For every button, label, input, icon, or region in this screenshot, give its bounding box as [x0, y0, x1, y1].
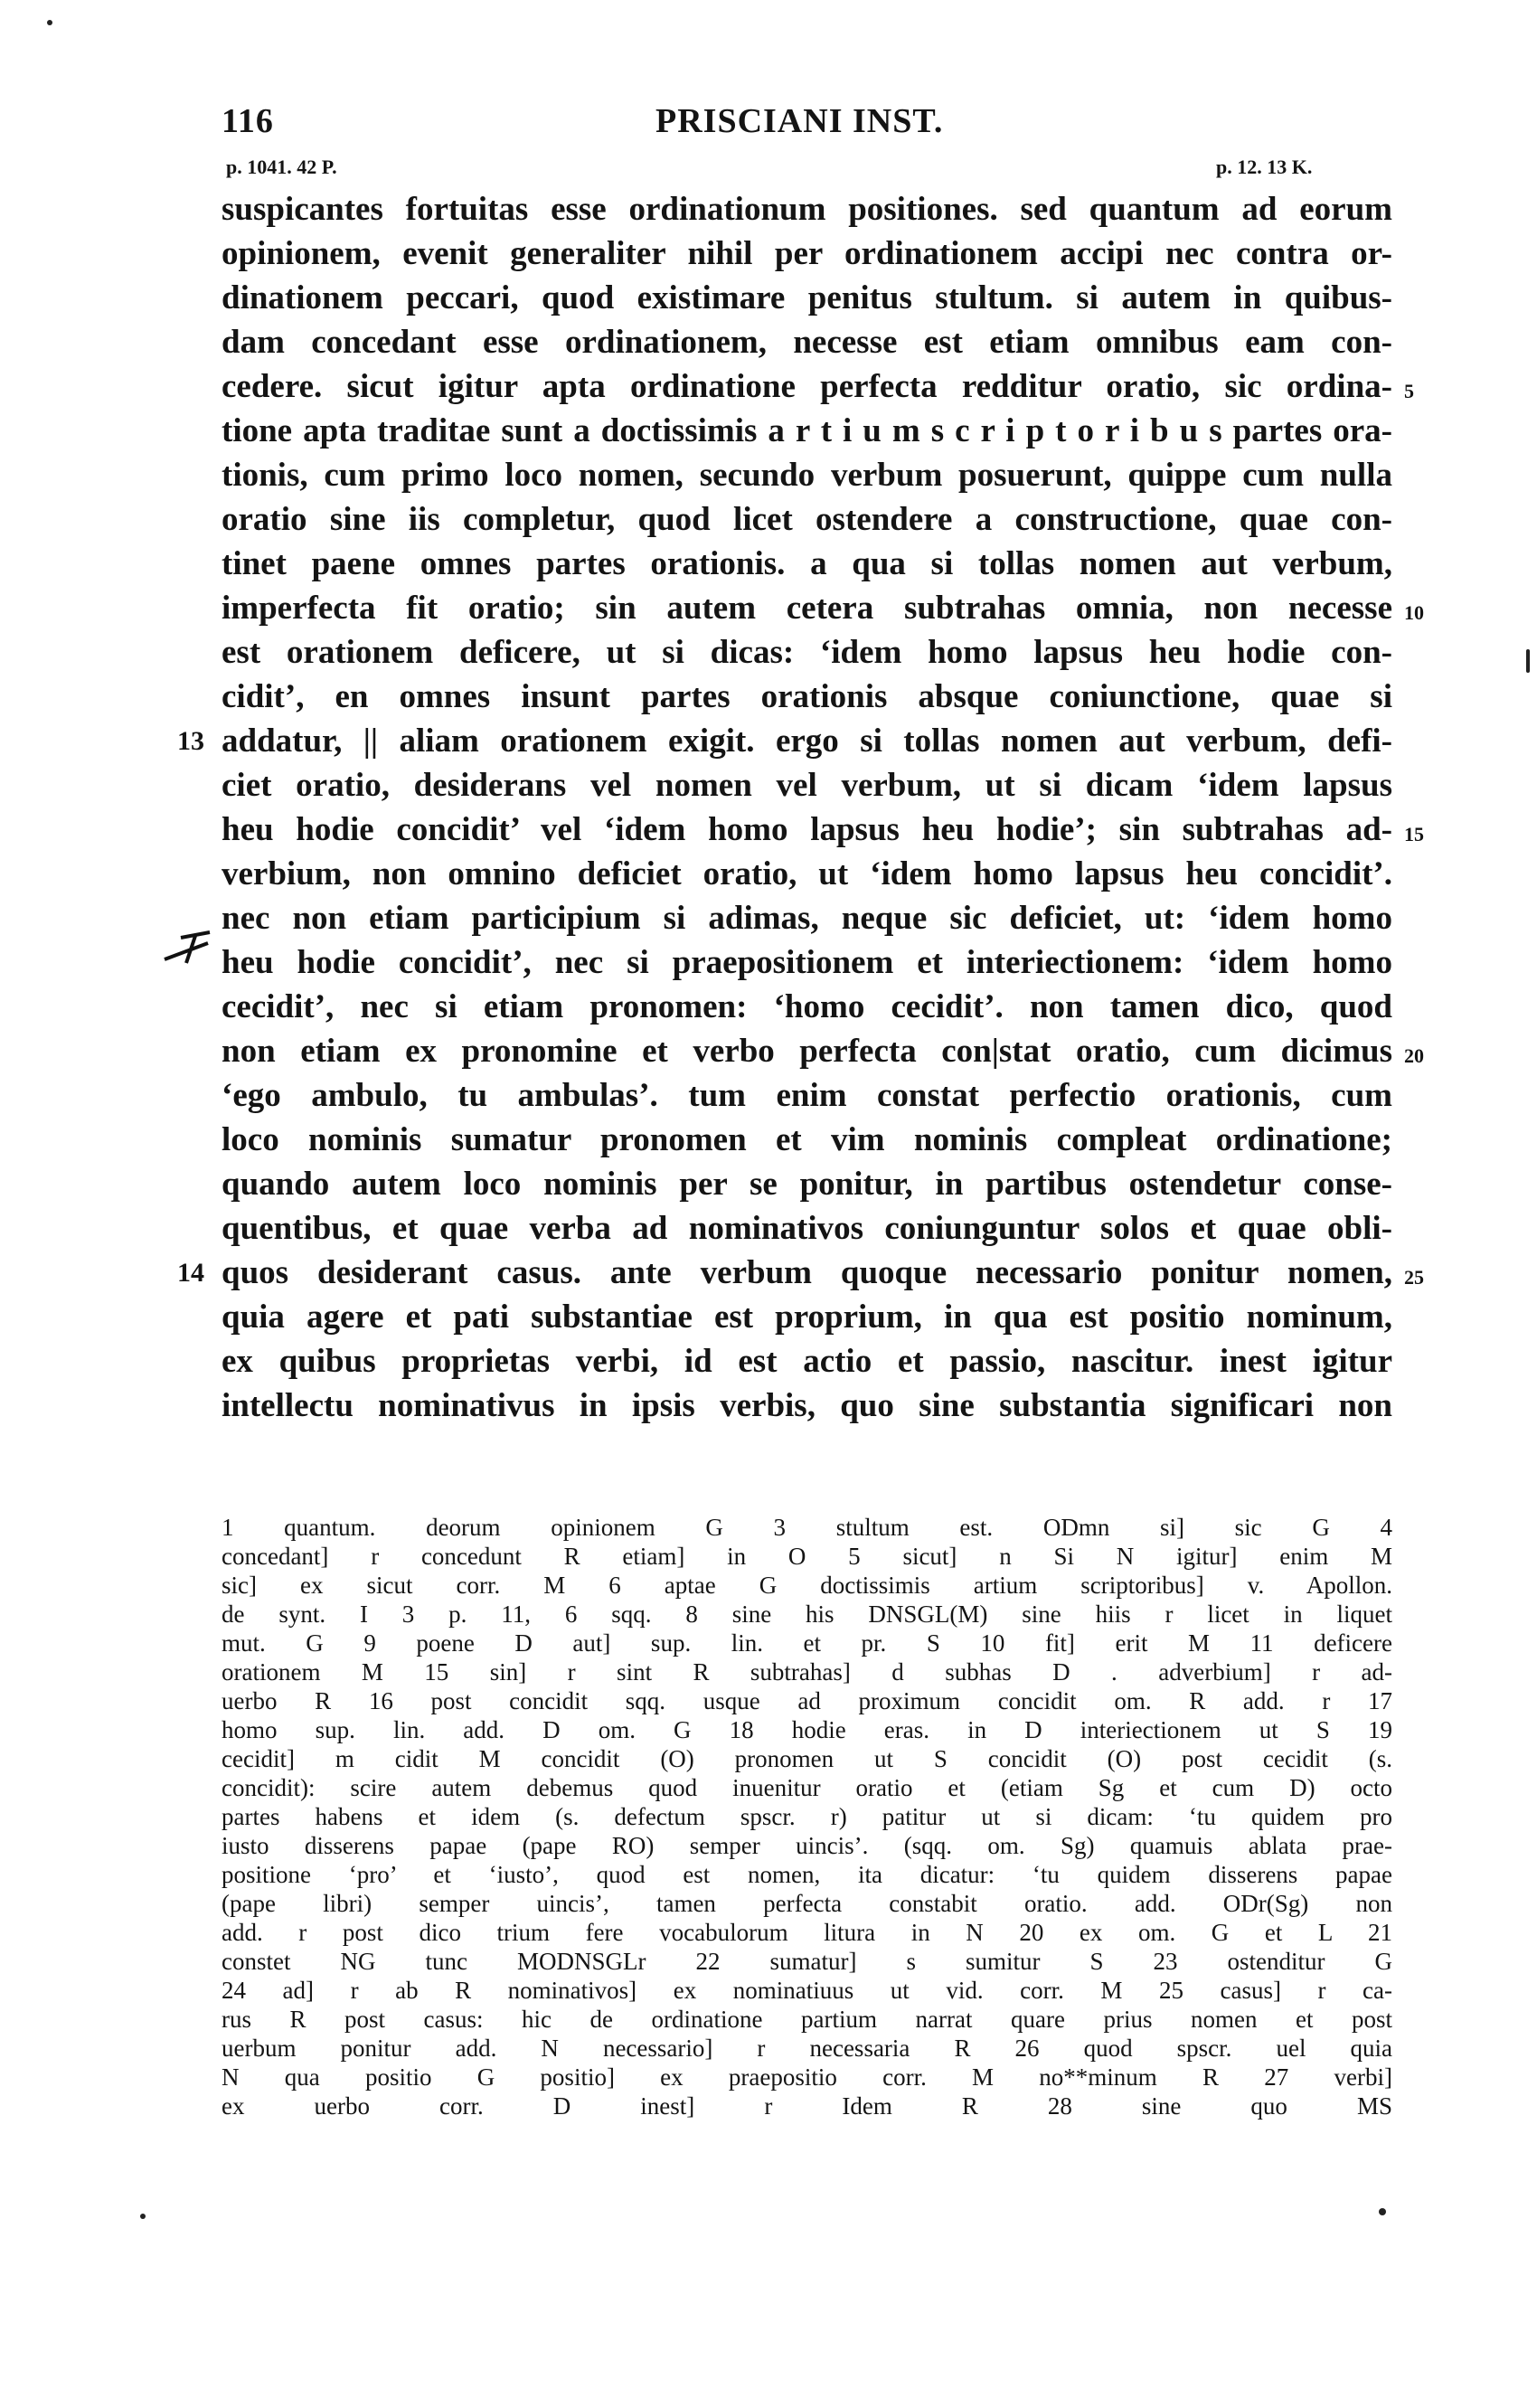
handwritten-arrow-mark: [161, 927, 217, 965]
text-line: intellectu nominativus in ipsis verbis, quo sine substantia significari non: [222, 1387, 1392, 1424]
apparatus-line: (pape libri) semper uincis’, tamen perfecta constabit oratio. add. ODr(Sg) non: [222, 1890, 1392, 1917]
apparatus-line: concedant] r concedunt R etiam] in O 5 sicut] n Si N igitur] enim M: [222, 1543, 1392, 1570]
text-line: cedere. sicut igitur apta ordinatione perfecta redditur oratio, sic ordina-: [222, 368, 1392, 405]
apparatus-line: sic] ex sicut corr. M 6 aptae G doctissimis artium scriptoribus] v. Apollon.: [222, 1572, 1392, 1599]
text-line: addatur, || aliam orationem exigit. ergo si tollas nomen aut verbum, defi-: [222, 722, 1392, 760]
line-number: 25: [1404, 1266, 1424, 1289]
text-line: ‘ego ambulo, tu ambulas’. tum enim constat perfectio orationis, cum: [222, 1077, 1392, 1114]
line-number: 5: [1404, 380, 1414, 402]
apparatus-line: iusto disserens papae (pape RO) semper uincis’. (sqq. om. Sg) quamuis ablata prae-: [222, 1832, 1392, 1859]
text-line: est orationem deficere, ut si dicas: ‘idem homo lapsus heu hodie con-: [222, 634, 1392, 671]
marginal-reference: 13: [177, 726, 204, 756]
apparatus-line: cecidit] m cidit M concidit (O) pronomen ut S concidit (O) post cecidit (s.: [222, 1745, 1392, 1772]
speck-dot: [140, 2214, 146, 2219]
text-line: cidit’, en omnes insunt partes orationis absque coniunctione, quae si: [222, 678, 1392, 715]
text-line: tinet paene omnes partes orationis. a qua si tollas nomen aut verbum,: [222, 545, 1392, 582]
text-line: tionis, cum primo loco nomen, secundo verbum posuerunt, quippe cum nulla: [222, 457, 1392, 494]
apparatus-line: concidit): scire autem debemus quod inuenitur oratio et (etiam Sg et cum D) octo: [222, 1774, 1392, 1801]
text-line: nec non etiam participium si adimas, neque sic deficiet, ut: ‘idem homo: [222, 900, 1392, 937]
apparatus-line: constet NG tunc MODNSGLr 22 sumatur] s sumitur S 23 ostenditur G: [222, 1948, 1392, 1975]
apparatus-line: positione ‘pro’ et ‘iusto’, quod est nomen, ita dicatur: ‘tu quidem disserens papae: [222, 1861, 1392, 1888]
speck-dot: [47, 20, 52, 25]
text-line: suspicantes fortuitas esse ordinationum positiones. sed quantum ad eorum: [222, 191, 1392, 228]
text-line: quentibus, et quae verba ad nominativos coniunguntur solos et quae obli-: [222, 1210, 1392, 1247]
apparatus-line: orationem M 15 sin] r sint R subtrahas] d subhas D . adverbium] r ad-: [222, 1658, 1392, 1686]
text-line: tione apta traditae sunt a doctissimis a r t i u m s c r i p t o r i b u s partes ora-: [222, 412, 1392, 449]
text-line: non etiam ex pronomine et verbo perfecta con|stat oratio, cum dicimus: [222, 1033, 1392, 1070]
apparatus-line: 1 quantum. deorum opinionem G 3 stultum est. ODmn si] sic G 4: [222, 1514, 1392, 1541]
text-line: verbium, non omnino deficiet oratio, ut ‘idem homo lapsus heu concidit’.: [222, 855, 1392, 892]
text-line: oratio sine iis completur, quod licet ostendere a constructione, quae con-: [222, 501, 1392, 538]
page-reference-left: p. 1041. 42 P.: [226, 156, 337, 178]
page-reference-right: p. 12. 13 K.: [1216, 156, 1313, 178]
text-line: opinionem, evenit generaliter nihil per ordinationem accipi nec contra or-: [222, 235, 1392, 272]
margin-bracket-mark: [1526, 649, 1530, 673]
text-line: cecidit’, nec si etiam pronomen: ‘homo cecidit’. non tamen dico, quod: [222, 988, 1392, 1025]
line-number: 20: [1404, 1044, 1424, 1067]
marginal-reference: 14: [177, 1258, 204, 1288]
text-line: loco nominis sumatur pronomen et vim nominis compleat ordinatione;: [222, 1121, 1392, 1158]
text-line: dinationem peccari, quod existimare penitus stultum. si autem in quibus-: [222, 279, 1392, 316]
line-number: 10: [1404, 601, 1424, 624]
text-line: imperfecta fit oratio; sin autem cetera subtrahas omnia, non necesse: [222, 590, 1392, 627]
text-line: ciet oratio, desiderans vel nomen vel verbum, ut si dicam ‘idem lapsus: [222, 767, 1392, 804]
apparatus-line: rus R post casus: hic de ordinatione partium narrat quare prius nomen et post: [222, 2006, 1392, 2033]
line-number: 15: [1404, 823, 1424, 845]
text-line: quos desiderant casus. ante verbum quoque necessario ponitur nomen,: [222, 1254, 1392, 1291]
apparatus-line: ex uerbo corr. D inest] r Idem R 28 sine quo MS: [222, 2092, 1392, 2120]
text-line: quia agere et pati substantiae est proprium, in qua est positio nominum,: [222, 1298, 1392, 1336]
apparatus-line: uerbum ponitur add. N necessario] r necessaria R 26 quod spscr. uel quia: [222, 2035, 1392, 2062]
page-number: 116: [222, 102, 274, 140]
running-title: PRISCIANI INST.: [655, 102, 944, 140]
apparatus-line: de synt. I 3 p. 11, 6 sqq. 8 sine his DNSGL(M) sine hiis r licet in liquet: [222, 1601, 1392, 1628]
text-line: heu hodie concidit’ vel ‘idem homo lapsus heu hodie’; sin subtrahas ad-: [222, 811, 1392, 848]
apparatus-line: add. r post dico trium fere vocabulorum litura in N 20 ex om. G et L 21: [222, 1919, 1392, 1946]
text-line: dam concedant esse ordinationem, necesse est etiam omnibus eam con-: [222, 324, 1392, 361]
apparatus-line: mut. G 9 poene D aut] sup. lin. et pr. S 10 fit] erit M 11 deficere: [222, 1629, 1392, 1657]
apparatus-line: 24 ad] r ab R nominativos] ex nominatiuus ut vid. corr. M 25 casus] r ca-: [222, 1977, 1392, 2004]
apparatus-line: uerbo R 16 post concidit sqq. usque ad proximum concidit om. R add. r 17: [222, 1687, 1392, 1714]
apparatus-line: partes habens et idem (s. defectum spscr. r) patitur ut si dicam: ‘tu quidem pro: [222, 1803, 1392, 1830]
text-line: quando autem loco nominis per se ponitur, in partibus ostendetur conse-: [222, 1166, 1392, 1203]
apparatus-line: N qua positio G positio] ex praepositio corr. M no**minum R 27 verbi]: [222, 2063, 1392, 2091]
speck-dot: [1379, 2208, 1386, 2215]
apparatus-line: homo sup. lin. add. D om. G 18 hodie eras. in D interiectionem ut S 19: [222, 1716, 1392, 1743]
text-line: ex quibus proprietas verbi, id est actio et passio, nascitur. inest igitur: [222, 1343, 1392, 1380]
text-line: heu hodie concidit’, nec si praepositionem et interiectionem: ‘idem homo: [222, 944, 1392, 981]
